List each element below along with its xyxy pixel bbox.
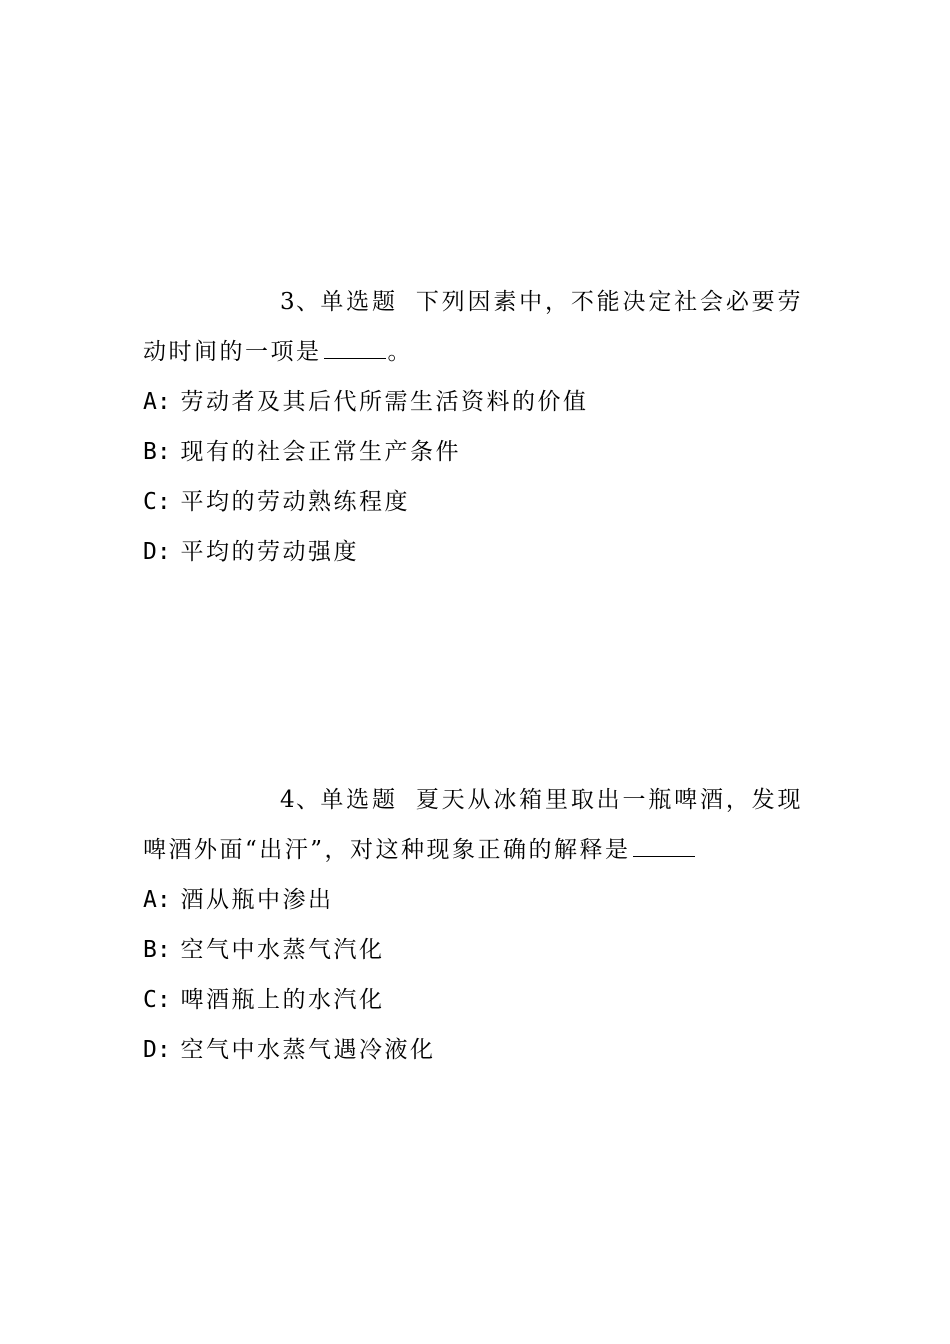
option-text: 平均的劳动强度: [180, 539, 360, 565]
question-stem-text: 动时间的一项是: [143, 339, 322, 365]
question-stem-text: 夏天从冰箱里取出一瓶啤酒，发现: [415, 787, 804, 813]
option-letter: C:: [143, 489, 171, 515]
option-text: 酒从瓶中渗出: [180, 887, 334, 913]
question-stem-text: 下列因素中，不能决定社会必要劳: [415, 289, 804, 315]
answer-blank: [633, 834, 695, 857]
option-letter: D:: [143, 1037, 171, 1063]
option-text: 啤酒瓶上的水汽化: [180, 987, 385, 1013]
option-text: 平均的劳动熟练程度: [180, 489, 411, 515]
option-text: 现有的社会正常生产条件: [180, 439, 462, 465]
question-stem-line-2: [143, 332, 803, 382]
question-4: [143, 780, 803, 1080]
question-stem-line-1: [143, 282, 803, 332]
option-b: [143, 930, 803, 980]
answer-blank: [324, 336, 386, 359]
option-d: [143, 532, 803, 582]
question-stem-text: 啤酒外面“出汗”，对这种现象正确的解释是: [143, 837, 631, 863]
option-letter: C:: [143, 987, 171, 1013]
option-letter: A:: [143, 887, 171, 913]
option-d: [143, 1030, 803, 1080]
question-type: 单选题: [320, 289, 398, 315]
option-letter: D:: [143, 539, 171, 565]
question-stem-line-2: [143, 830, 803, 880]
option-text: 空气中水蒸气汽化: [180, 937, 385, 963]
question-number: 4、: [280, 787, 321, 813]
option-text: 空气中水蒸气遇冷液化: [180, 1037, 436, 1063]
question-type: 单选题: [320, 787, 398, 813]
option-c: [143, 482, 803, 532]
question-number: 3、: [280, 289, 321, 315]
option-a: [143, 880, 803, 930]
option-text: 劳动者及其后代所需生活资料的价值: [180, 389, 589, 415]
option-letter: A:: [143, 389, 171, 415]
question-stem-line-1: [143, 780, 803, 830]
question-3: [143, 282, 803, 582]
option-letter: B:: [143, 439, 171, 465]
option-a: [143, 382, 803, 432]
option-b: [143, 432, 803, 482]
question-stem-end: 。: [387, 339, 413, 365]
option-c: [143, 980, 803, 1030]
option-letter: B:: [143, 937, 171, 963]
